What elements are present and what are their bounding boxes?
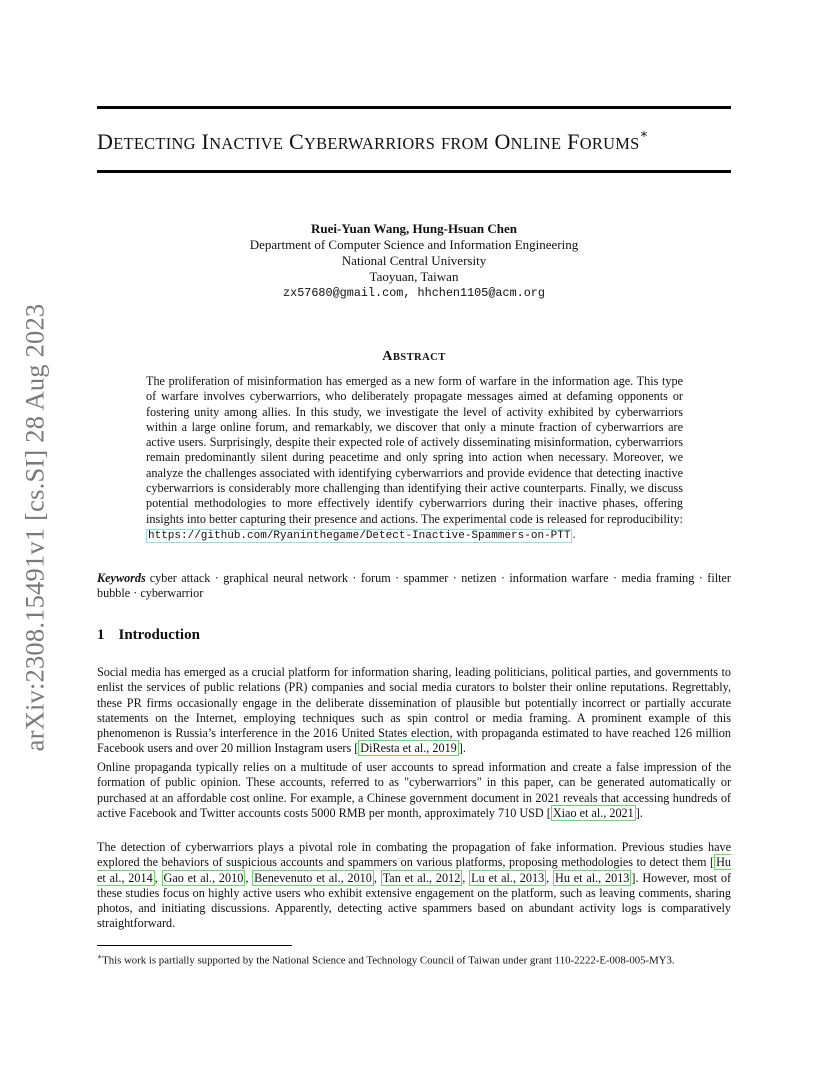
section-title: Introduction bbox=[118, 627, 200, 643]
title-rule-top bbox=[97, 106, 731, 109]
footnote-rule bbox=[97, 945, 292, 946]
author-department: Department of Computer Science and Information Engineering bbox=[249, 237, 579, 252]
abstract-text bbox=[146, 374, 683, 544]
author-names: Ruei-Yuan Wang, Hung-Hsuan Chen bbox=[311, 221, 517, 236]
arxiv-identifier-text: arXiv:2308.15491v1 [cs.SI] 28 Aug 2023 bbox=[19, 303, 50, 751]
paragraph-text: Social media has emerged as a crucial platform for information sharing, leading politicians, political parties, and governments to enlist the services of public relations (PR) companies and social media curators to bolster their online reputations. Regrettably, these PR firms occasionally engage in the deliberate dissemination of plausible but potentially incorrect or partially accurate statements on the Internet, employing techniques such as spin control or media framing. A prominent example of this phenomenon is Russia’s interference in the 2016 United States election, with propaganda estimated to have reached 126 million Facebook users and over 20 million Instagram users [ bbox=[97, 665, 731, 756]
paragraph-end: ]. bbox=[458, 741, 466, 756]
author-location: Taoyuan, Taiwan bbox=[369, 269, 459, 284]
code-repository-link[interactable]: https://github.com/Ryaninthegame/Detect-Inactive-Spammers-on-PTT bbox=[148, 529, 571, 542]
author-university: National Central University bbox=[341, 253, 487, 268]
paragraph-text: Online propaganda typically relies on a multitude of user accounts to spread information and create a false impression of the formation of public opinion. These accounts, referred to as "cyberwarriors" in this paper, can be generated automatically or purchased at an affordable cost online. For example, a Chinese government document in 2021 reveals that accessing hundreds of active Facebook and Twitter accounts costs 5000 RMB per month, approximately 710 USD [ bbox=[97, 760, 731, 820]
intro-paragraph-1 bbox=[97, 665, 731, 757]
keywords-list: cyber attack · graphical neural network · forum · spammer · netizen · information warfare · media framing · filter bubble · cyberwarrior bbox=[97, 571, 731, 601]
abstract-end: . bbox=[572, 526, 576, 541]
footnote-mark: ∗ bbox=[97, 952, 103, 961]
title-rule-bottom bbox=[97, 170, 731, 173]
author-block bbox=[97, 221, 731, 301]
footnote-text: This work is partially supported by the National Science and Technology Council of Taiwan under grant 110-2222-E-008-005-MY3. bbox=[102, 954, 675, 967]
title-footnote-mark: ∗ bbox=[639, 126, 649, 141]
paragraph-end: ]. bbox=[635, 805, 643, 820]
citation-link[interactable]: DiResta et al., 2019 bbox=[360, 741, 457, 756]
footnote bbox=[97, 950, 731, 968]
paragraph-text-after: ]. However, most of these studies focus on highly active users who exhibit extensive engagement on the platform, such as leaving comments, sharing photos, and initiating discussions. Apparently, detecting active spammers based on abundant activity logs is comparatively straightforward. bbox=[97, 870, 732, 931]
citation-link[interactable]: Hu et al., 2014 bbox=[97, 855, 731, 885]
paragraph-text: The detection of cyberwarriors plays a pivotal role in combating the propagation of fake information. Previous studies have explored the behaviors of suspicious accounts and spammers on various platforms, proposing methodologies to detect them [ bbox=[97, 840, 731, 870]
citation-link[interactable]: Xiao et al., 2021 bbox=[552, 805, 634, 820]
arxiv-identifier bbox=[20, 296, 50, 758]
citation-link[interactable]: Gao et al., 2010 bbox=[163, 870, 244, 885]
citation-link[interactable]: Lu et al., 2013 bbox=[471, 870, 545, 885]
intro-paragraph-2 bbox=[97, 760, 731, 821]
citation-link[interactable]: Hu et al., 2013 bbox=[555, 870, 630, 885]
paper-title bbox=[97, 126, 737, 155]
paper-title-text: DETECTING INACTIVE CYBERWARRIORS FROM ONLINE FORUMS bbox=[97, 129, 640, 154]
keywords-line bbox=[97, 571, 731, 602]
citation-link[interactable]: Benevenuto et al., 2010 bbox=[254, 870, 372, 885]
intro-paragraph-3: The detection of cyberwarriors plays a pivotal role in combating the propagation of fake information. Previous studies have explored the behaviors of suspicious accounts and spammers on various platforms, proposing methodologies to detect them [ Hu et al., 2014 , Gao et al., 2010 , Benevenuto et al., 2010 , Tan et al., 2012 , Lu et al., 2013 , Hu et al., 2013 ]. However, most of these studies focus on highly active users who exhibit extensive engagement on the platform, such as leaving comments, sharing photos, and initiating discussions. Apparently, detecting active spammers based on abundant activity logs is comparatively straightforward. bbox=[97, 840, 732, 931]
abstract-heading bbox=[97, 349, 731, 365]
author-emails: zx57680@gmail.com, hhchen1105@acm.org bbox=[283, 286, 545, 300]
section-heading bbox=[97, 627, 200, 644]
abstract-body: The proliferation of misinformation has emerged as a new form of warfare in the information age. This type of warfare involves cyberwarriors, who deliberately propagate messages aimed at defaming opponents or fostering unity among allies. In this study, we investigate the level of activity exhibited by cyberwarriors within a large online forum, and remarkably, we discover that only a minute fraction of cyberwarriors are active users. Surprisingly, despite their expected role of actively disseminating misinformation, cyberwarriors remain predominantly silent during peacetime and only spring into action when necessary. Moreover, we analyze the challenges associated with identifying cyberwarriors and provide evidence that detecting inactive cyberwarriors is considerably more challenging than identifying their active counterparts. Finally, we discuss potential methodologies to more effectively identify cyberwarriors during their inactive phases, offering insights into better capturing their presence and actions. The experimental code is released for reproducibility: bbox=[146, 374, 683, 526]
section-number: 1 bbox=[97, 627, 105, 643]
abstract-heading-text: ABSTRACT bbox=[382, 349, 446, 364]
keywords-label: Keywords bbox=[97, 571, 146, 585]
citation-link[interactable]: Tan et al., 2012 bbox=[382, 870, 461, 885]
